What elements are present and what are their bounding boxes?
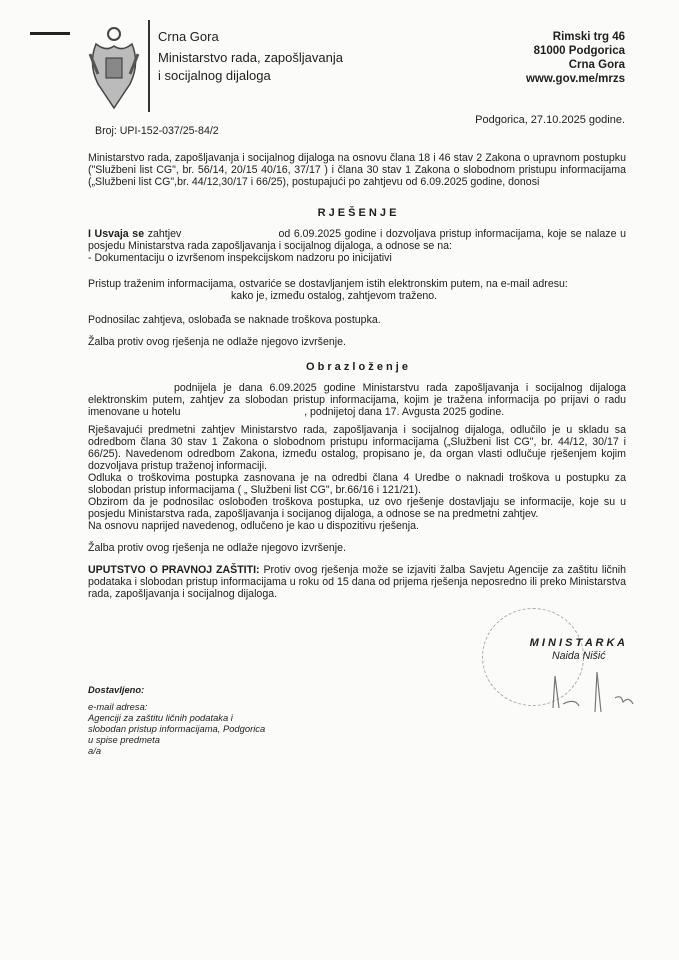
reasoning-paragraph-3: Odluka o troškovima postupka zasnovana je na odredbi člana 4 Uredbe o naknadi troškova u postupku za slobodan pristup informacijama ( „ Službeni list CG", br.66/16 i 121/21). xyxy=(88,472,626,496)
document-number: Broj: UPI-152-037/25-84/2 xyxy=(95,125,219,137)
coat-of-arms-icon xyxy=(86,24,142,112)
delivered-label: Dostavljeno: xyxy=(88,684,145,695)
corner-mark xyxy=(30,32,70,35)
delivered-item: Agenciji za zaštitu ličnih podataka i xyxy=(88,712,233,723)
website-link[interactable]: www.gov.me/mrzs xyxy=(525,73,625,85)
address-block: Rimski trg 46 81000 Podgorica Crna Gora www.gov.me/mrzs xyxy=(525,31,625,85)
reasoning-paragraph-1: podnijela je dana 6.09.2025 godine Ministarstvu rada zapošljavanja i socijalnog dijaloga elektronskim putem, zahtjev za slobodan pristup informacijama, kojim je tražena informacija po prijavi o radu imenovane u hotelu , podnijetoj dana 17. Avgusta 2025 godine. xyxy=(88,382,629,418)
delivered-list xyxy=(88,701,265,756)
costs-paragraph: Podnosilac zahtjeva, oslobađa se naknade troškova postupka. xyxy=(88,314,381,326)
reasoning-title: O b r a z l o ž e n j e xyxy=(305,361,409,373)
access-paragraph-cont: kako je, između ostalog, zahtjevom traženo. xyxy=(231,290,438,302)
reasoning-paragraph-2: Rješavajući predmetni zahtjev Ministarstvo rada, zapošljavanja i socijalnog dijaloga, odlučilo je u skladu sa odredbom člana 30 stav 1 Zakona o slobodnom pristupu informacijama („Službeni list CG", br. 44/12, 30/17 i 66/25). Navedenom odredbom Zakona, između ostalog, propisano je, da organ vlasti odlučuje rješenjem kojim dozvoljava pristup traženoj informaciji. xyxy=(88,424,626,472)
delivered-item: e-mail adresa: xyxy=(88,701,148,712)
country-name: Crna Gora xyxy=(158,29,219,44)
access-paragraph: Pristup traženim informacijama, ostvariće se dostavljanjem istih elektronskim putem, na e-mail adresu: xyxy=(88,278,568,290)
document-date: Podgorica, 27.10.2025 godine. xyxy=(475,114,625,126)
appeal-paragraph: Žalba protiv ovog rješenja ne odlaže njegovo izvršenje. xyxy=(88,336,346,348)
reasoning-appeal: Žalba protiv ovog rješenja ne odlaže njegovo izvršenje. xyxy=(88,542,346,554)
signatory-name: Naida Nišić xyxy=(552,650,606,662)
decision-item: - Dokumentaciju o izvršenom inspekcijskom nadzoru po inicijativi xyxy=(88,252,392,264)
header-divider xyxy=(148,20,150,112)
delivered-item: u spise predmeta xyxy=(88,734,160,745)
decision-title: R J E Š E N J E xyxy=(317,207,397,219)
decision-paragraph: I Usvaja se zahtjev od 6.09.2025 godine i dozvoljava pristup informacijama, koje se nalaze u posjedu Ministarstva rada zapošljavanja i socijalnog dijaloga, a odnose se na: xyxy=(88,228,629,252)
legal-remedy: UPUTSTVO O PRAVNOJ ZAŠTITI: Protiv ovog rješenja može se izjaviti žalba Savjetu Agencije za zaštitu ličnih podataka i slobodan pristup informacijama u roku od 15 dana od prijema rješenja neposredno ili preko Ministarstva rada, zapošljavanja i socijalnog dijaloga. xyxy=(88,564,626,600)
delivered-item: slobodan pristup informacijama, Podgorica xyxy=(88,723,266,734)
delivered-item: a/a xyxy=(88,745,102,756)
reasoning-paragraph-4: Obzirom da je podnosilac oslobođen troškova postupka, uz ovo rješenje dostavljaju se informacije, koje su u posjedu Ministarstva rada, zapošljavanja i socijanog dijaloga, a odnose se na predmetni zahtjev. xyxy=(88,496,626,520)
handwritten-signature xyxy=(545,668,645,716)
reasoning-paragraph-5: Na osnovu naprijed navedenog, odlučeno je kao u dispozitivu rješenja. xyxy=(88,520,419,532)
ministry-name: Ministarstvo rada, zapošljavanja i socijalnog dijaloga xyxy=(158,50,343,83)
intro-paragraph: Ministarstvo rada, zapošljavanja i socijalnog dijaloga na osnovu člana 18 i 46 stav 2 Zakona o upravnom postupku ("Službeni list CG", br. 56/14, 20/15 40/16, 37/17 ) i člana 30 stav 1 Zakona o slobodnom pristupu informacijama („Službeni list CG",br. 44/12,30/17 i 66/25), postupajući po zahtjevu od 6.09.2025 godine, donosi xyxy=(88,152,626,188)
signatory-role: M I N I S T A R K A xyxy=(529,637,625,649)
